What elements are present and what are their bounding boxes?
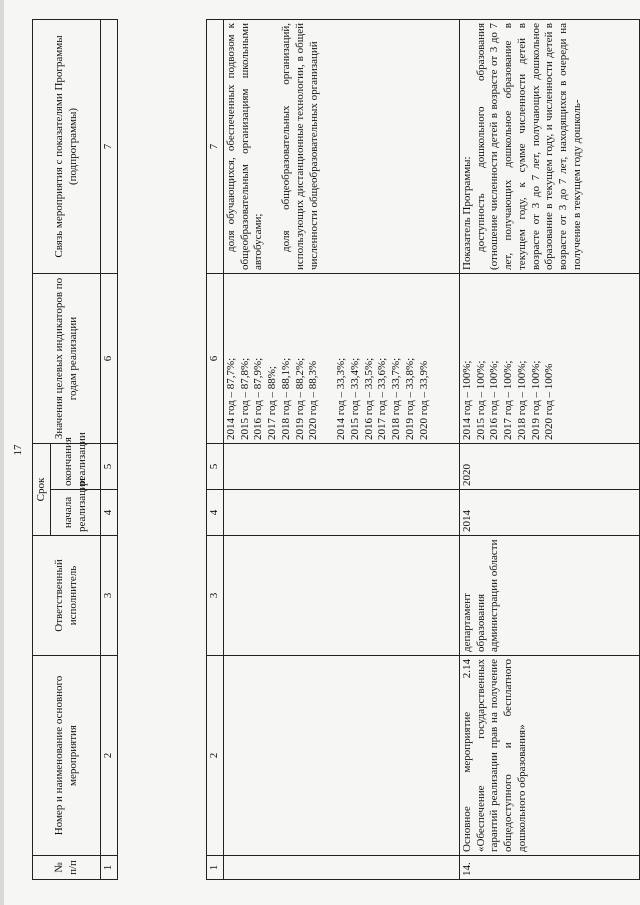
header-col-end: окончания реализации <box>51 444 101 490</box>
table-body <box>206 19 640 880</box>
document-page <box>10 20 622 880</box>
col-number: 7 <box>207 20 224 274</box>
col-number: 1 <box>207 856 224 880</box>
col-number: 6 <box>207 274 224 444</box>
header-col-number: № п/п <box>33 856 101 880</box>
col-number: 3 <box>207 536 224 656</box>
header-num: 3 <box>101 536 118 656</box>
col-number: 4 <box>207 490 224 536</box>
executor: департамент образования администрации области <box>459 536 639 656</box>
link-title: Показатель Программы: <box>460 156 473 270</box>
link-indicator-b: доля общеобразовательных организаций, использующих дистанционные технологии, в общей численности общеобразовательных организаций <box>280 23 320 270</box>
header-col-executor: Ответственный исполнитель <box>33 536 101 656</box>
col-number: 5 <box>207 444 224 490</box>
header-num: 7 <box>101 20 118 274</box>
header-numbers-row <box>101 20 118 880</box>
link-cell <box>223 20 459 274</box>
table-row-continued <box>223 20 459 880</box>
values-cell: 2014 год – 87,7%; 2015 год – 87,8%; 2016 год – 87,9%; 2017 год – 88%; 2018 год – 88,1%; 2019 год – 88,2%; 2020 год – 88,3% 2014 год – 33,3%; 2015 год – 33,4%; 2016 год – 33,5%; 2017 год – 33,6%; 2018 год – 33,7%; 2019 год – 33,8%; 2020 год – 33,9% <box>223 274 459 444</box>
header-num: 6 <box>101 274 118 444</box>
link-cell <box>459 20 639 274</box>
link-text: доступность дошкольного образования (отношение численности детей в возрасте от 3 до 7 лет, получающих дошкольное образование в текущем году, к сумме численности детей в возрасте от 3 до 7 лет, получающих дошкольное образование в текущем году, и численности детей в возрасте от 3 до 7 лет, находящихся в очереди на получение в текущем году дошколь- <box>474 23 583 270</box>
header-num: 5 <box>101 444 118 490</box>
table-header <box>32 19 118 880</box>
col-number: 2 <box>207 656 224 856</box>
values-cell: 2014 год – 100%; 2015 год – 100%; 2016 год – 100%; 2017 год – 100%; 2018 год – 100%; 2019 год – 100%; 2020 год – 100% <box>459 274 639 444</box>
numbers-row <box>207 20 224 880</box>
header-col-name: Номер и наименование основного мероприятия <box>33 656 101 856</box>
header-num: 4 <box>101 490 118 536</box>
end-year: 2020 <box>459 444 639 490</box>
header-col-term: Срок <box>33 444 51 536</box>
header-num: 1 <box>101 856 118 880</box>
measure-name: Основное мероприятие 2.14 «Обеспечение государственных гарантий реализации прав на получение общедоступного и бесплатного дошкольного образования» <box>459 656 639 856</box>
table-row-14 <box>459 20 639 880</box>
start-year: 2014 <box>459 490 639 536</box>
scan-edge <box>0 0 4 905</box>
header-num: 2 <box>101 656 118 856</box>
page-number: 17 <box>12 444 24 456</box>
header-col-link: Связь мероприятия с показателями Программы (подпрограммы) <box>33 20 101 274</box>
link-indicator-a: доля обучающихся, обеспеченных подвозом к общеобразовательным организациям школьными автобусами; <box>224 23 265 270</box>
header-col-values: Значения целевых индикаторов по годам реализации <box>33 274 101 444</box>
row-number: 14. <box>459 856 639 880</box>
header-col-start: начала реализации <box>51 490 101 536</box>
